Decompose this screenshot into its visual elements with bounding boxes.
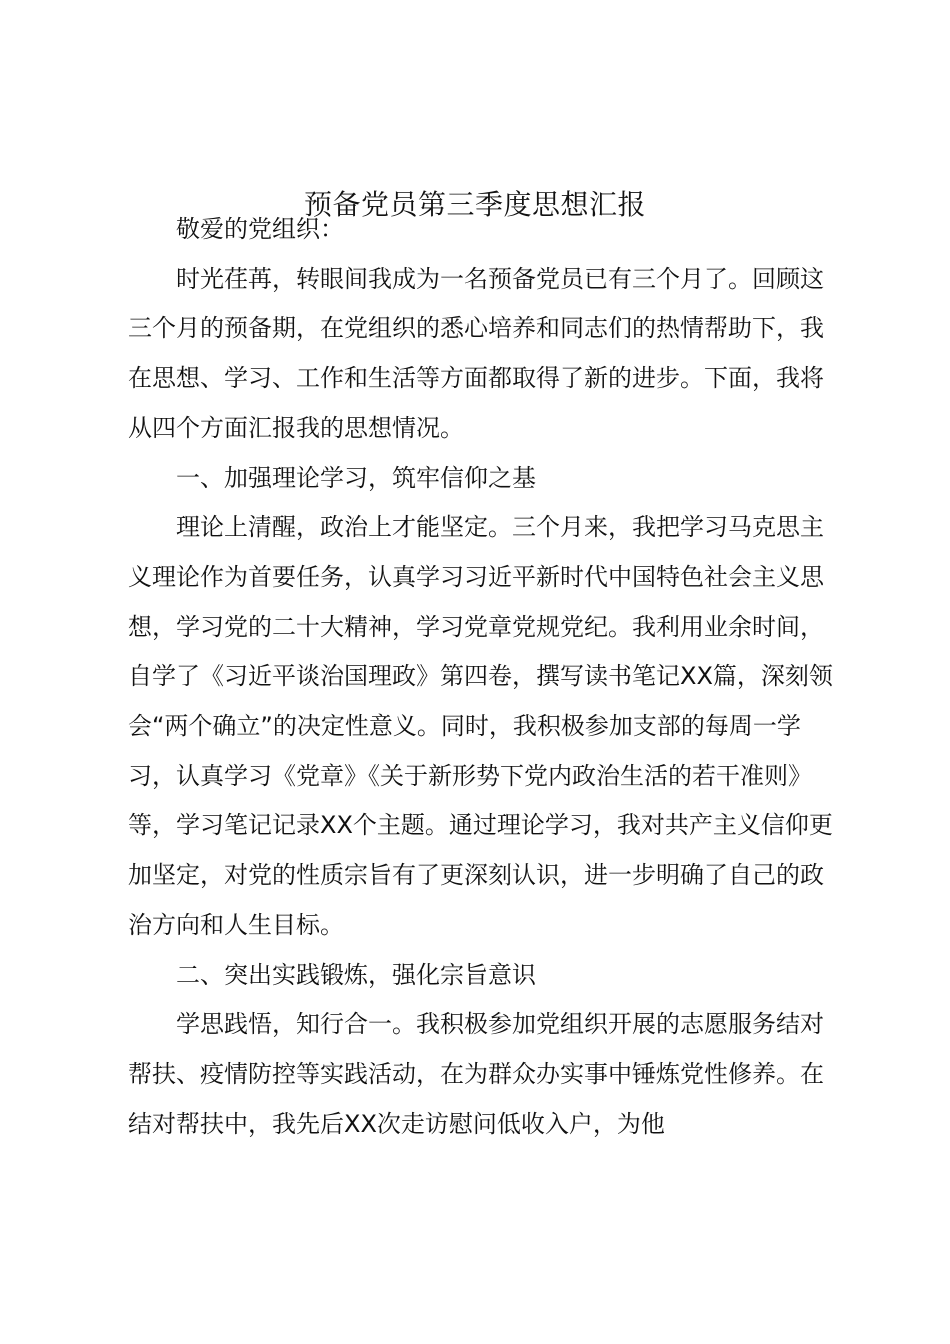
intro-paragraph: 时光荏苒，转眼间我成为一名预备党员已有三个月了。回顾这三个月的预备期，在党组织的悉心培养和同志们的热情帮助下，我在思想、学习、工作和生活等方面都取得了新的进步。下面，我将从四个方面汇报我的思想情况。	[128, 264, 824, 442]
section-2-heading: 二、突出实践锻炼，强化宗旨意识	[176, 960, 536, 989]
salutation: 敬爱的党组织：	[176, 215, 344, 243]
section-1-paragraph: 理论上清醒，政治上才能坚定。三个月来，我把学习马克思主义理论作为首要任务，认真学习习近平新时代中国特色社会主义思想，学习党的二十大精神，学习党章党规党纪。我利用业余时间，自学了《习近平谈治国理政》第四卷，撰写读书笔记XX篇，深刻领会“两个确立”的决定性意义。同时，我积极参加支部的每周一学习，认真学习《党章》《关于新形势下党内政治生活的若干准则》等，学习笔记记录XX个主题。通过理论学习，我对共产主义信仰更加坚定，对党的性质宗旨有了更深刻认识，进一步明确了自己的政治方向和人生目标。	[128, 513, 833, 939]
section-2-paragraph: 学思践悟，知行合一。我积极参加党组织开展的志愿服务结对帮扶、疫情防控等实践活动，在为群众办实事中锤炼党性修养。在结对帮扶中，我先后XX次走访慰问低收入户，为他	[128, 1010, 824, 1138]
document-body	[128, 205, 838, 1149]
section-1-heading: 一、加强理论学习，筑牢信仰之基	[176, 463, 536, 492]
document-title: 预备党员第三季度思想汇报	[303, 188, 646, 221]
